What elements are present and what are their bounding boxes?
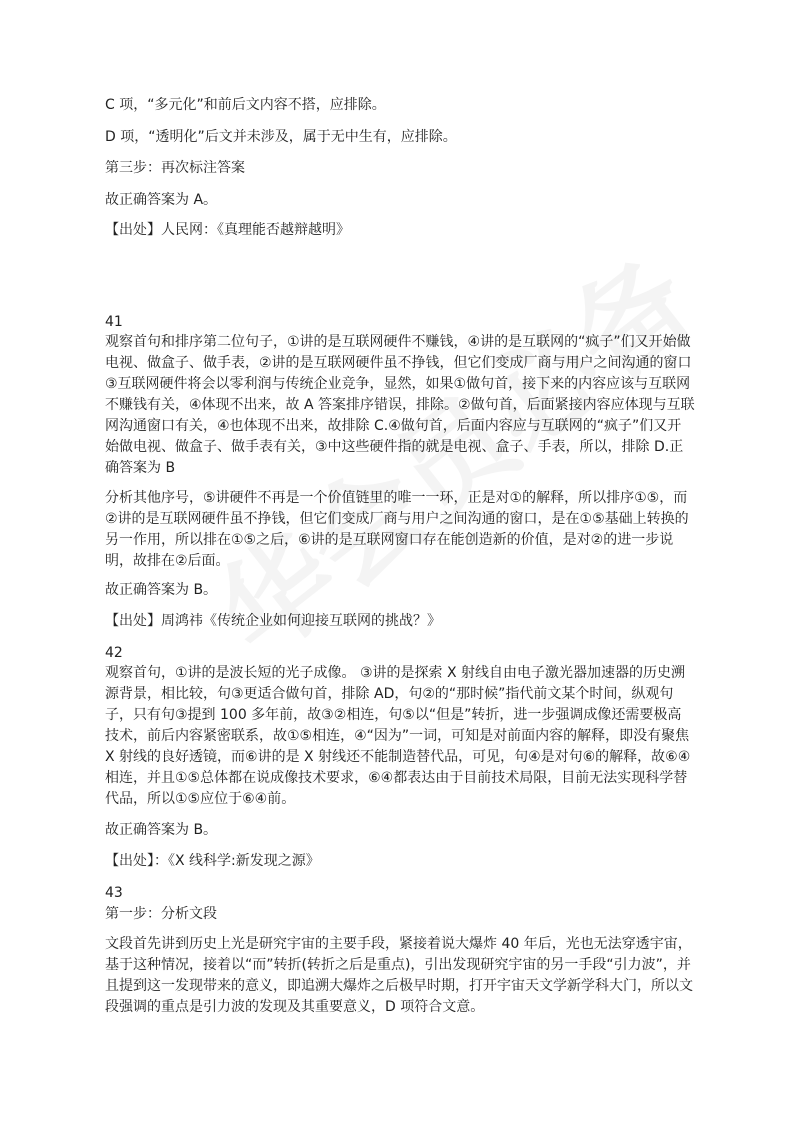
source-line: 【出处】周鸿祎《传统企业如何迎接互联网的挑战？》 <box>105 613 441 629</box>
step-one-heading: 第一步：分析文段 <box>105 906 217 922</box>
explanation-paragraph: 观察首句和排序第二位句子，①讲的是互联网硬件不赚钱，④讲的是互联网的“疯子”们又开始做电视、做盒子、做手表，②讲的是互联网硬件虽不挣钱，但它们变成厂商与用户之间沟通的窗口③互联网硬件将会以零利润与传统企业竞争，显然，如果①做句首，接下来的内容应该与互联网不赚钱有关，④体现不出来，故 A 答案排序错误，排除。②做句首，后面紧接内容应体现与互联网沟通窗口有关，④也体现不出来，故排除 C.④做句首，后面内容应与互联网的“疯子”们又开始做电视、做盒子、做手表有关，③中这些硬件指的就是电视、盒子、手表，所以，排除 D.正确答案为 B <box>105 334 695 476</box>
step-three-heading: 第三步：再次标注答案 <box>105 160 245 176</box>
explanation-paragraph: 文段首先讲到历史上光是研究宇宙的主要手段，紧接着说大爆炸 40 年后，光也无法穿透宇宙，基于这种情况，接着以“而”转折(转折之后是重点)，引出发现研究宇宙的另一手段“引力波”，并且提到这一发现带来的意义，即追溯大爆炸之后极早时期，打开宇宙天文学新学科大门，所以文段强调的重点是引力波的发现及其重要意义，D 项符合文意。 <box>105 936 693 1015</box>
question-number: 43 <box>105 885 123 901</box>
option-c-analysis: C 项，“多元化”和前后文内容不搭，应排除。 <box>105 97 386 113</box>
explanation-paragraph: 分析其他序号，⑤讲硬件不再是一个价值链里的唯一一环，正是对①的解释，所以排序①⑤，而②讲的是互联网硬件虽不挣钱，但它们变成厂商与用户之间沟通的窗口，是在①⑤基础上转换的另一作用，所以排在①⑤之后，⑥讲的是互联网窗口存在能创造新的价值，是对②的进一步说明，故排在②后面。 <box>105 490 689 569</box>
source-line: 【出处】人民网：《真理能否越辩越明》 <box>105 222 350 238</box>
answer-line: 故正确答案为 A。 <box>105 192 218 208</box>
question-number: 42 <box>105 645 123 661</box>
option-d-analysis: D 项，“透明化”后文并未涉及，属于无中生有，应排除。 <box>105 129 457 145</box>
source-line: 【出处】：《X 线科学:新发现之源》 <box>105 853 320 869</box>
explanation-paragraph: 观察首句，①讲的是波长短的光子成像。 ③讲的是探索 X 射线自由电子激光器加速器的历史溯源背景，相比较，句③更适合做句首，排除 AD，句②的“那时候”指代前文某个时间，纵观句子，只有句③提到 100 多年前，故③②相连，句⑤以“但是”转折，进一步强调成像还需要极高技术，前后内容紧密联系，故①⑤相连，④“因为”一词，可知是对前面内容的解释，即没有聚焦 X 射线的良好透镜，而⑥讲的是 X 射线还不能制造替代品，可见，句④是对句⑥的解释，故⑥④相连，并且①⑤总体都在说成像技术要求，⑥④都表达由于目前技术局限，目前无法实现科学替代品，所以①⑤应位于⑥④前。 <box>105 665 691 807</box>
question-number: 41 <box>105 314 123 330</box>
answer-line: 故正确答案为 B。 <box>105 582 218 598</box>
answer-line: 故正确答案为 B。 <box>105 822 218 838</box>
